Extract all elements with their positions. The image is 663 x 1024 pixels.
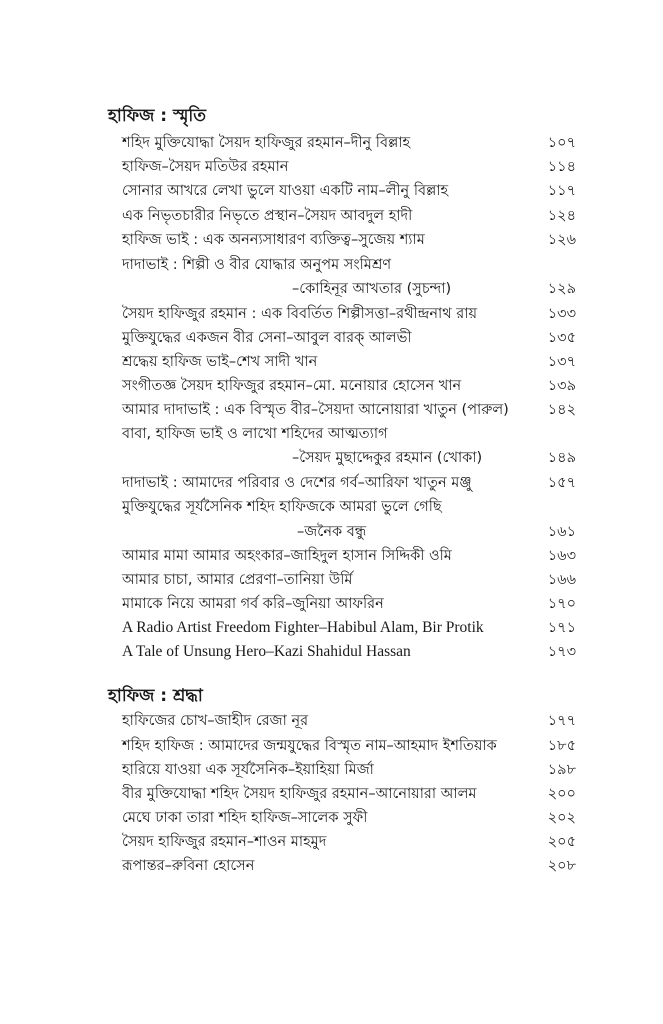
entry-title: A Radio Artist Freedom Fighter–Habibul Alam, Bir Protik (122, 619, 484, 636)
entry-page: ১০৭ (547, 135, 576, 151)
entry-page: ২০৫ (547, 834, 576, 850)
entry-title: আমার চাচা, আমার প্রেরণা–তানিয়া উর্মি (122, 572, 353, 588)
entry-page: ১৫৭ (547, 475, 576, 491)
entry-author: –কোহিনূর আখতার (সুচন্দা) (292, 281, 452, 297)
toc-entry (122, 495, 576, 519)
toc-entry-continuation (122, 520, 576, 544)
entry-page: ২০২ (547, 810, 576, 826)
toc-entry (122, 854, 576, 878)
entry-title: হারিয়ে যাওয়া এক সূর্যসৈনিক–ইয়াহিয়া মির্জা (122, 762, 374, 778)
entry-page: ১৭০ (547, 596, 576, 612)
entry-title: সোনার আখরে লেখা ভুলে যাওয়া একটি নাম–লীনু বিল্লাহ (122, 183, 449, 199)
entry-title: বীর মুক্তিযোদ্ধা শহিদ সৈয়দ হাফিজুর রহমান–আনোয়ারা আলম (122, 786, 477, 802)
entry-page: ১৩৭ (547, 354, 576, 370)
entry-title: শহিদ হাফিজ : আমাদের জন্মযুদ্ধের বিস্মৃত নাম–আহমাদ ইশতিয়াক (122, 738, 497, 754)
toc-entry (122, 374, 576, 398)
entry-title: এক নিভৃতচারীর নিভৃতে প্রস্থান–সৈয়দ আবদুল হাদী (122, 208, 413, 224)
toc-entry (122, 179, 576, 203)
toc-entry (122, 398, 576, 422)
entry-page: ১৮৫ (547, 738, 576, 754)
entry-page: ১৪৯ (547, 450, 576, 466)
entry-author: –সৈয়দ মুছাদ্দেকুর রহমান (খোকা) (292, 450, 483, 466)
toc-entry (122, 326, 576, 350)
toc-entry (122, 253, 576, 277)
entry-title: শ্রদ্ধেয় হাফিজ ভাই–শেখ সাদী খান (122, 354, 318, 370)
toc-entry (122, 640, 576, 664)
toc-entry (122, 709, 576, 733)
section-heading-shraddha: হাফিজ : শ্রদ্ধা (108, 686, 203, 706)
toc-entry (122, 544, 576, 568)
toc-entry (122, 592, 576, 616)
entry-title: সৈয়দ হাফিজুর রহমান : এক বিবর্তিত শিল্পীসত্তা–রথীন্দ্রনাথ রায় (122, 306, 477, 322)
entry-page: ১৩৩ (547, 306, 576, 322)
entry-title: আমার দাদাভাই : এক বিস্মৃত বীর–সৈয়দা আনোয়ারা খাতুন (পারুল) (122, 402, 509, 418)
entry-title: A Tale of Unsung Hero–Kazi Shahidul Hassan (122, 643, 411, 660)
entry-title: রূপান্তর–রুবিনা হোসেন (122, 858, 255, 874)
entry-title: সংগীতজ্ঞ সৈয়দ হাফিজুর রহমান–মো. মনোয়ার হোসেন খান (122, 378, 462, 394)
toc-entry-continuation (122, 446, 576, 470)
entry-title: আমার মামা আমার অহংকার–জাহিদুল হাসান সিদ্দিকী ওমি (122, 548, 452, 564)
entry-page: ১৭১ (547, 620, 576, 636)
entry-title: হাফিজের চোখ–জাহীদ রেজা নূর (122, 713, 309, 729)
entry-page: ১৭৭ (547, 713, 576, 729)
toc-entry (122, 734, 576, 758)
toc-entry (122, 228, 576, 252)
toc-entry (122, 131, 576, 155)
toc-entry (122, 830, 576, 854)
entry-page: ১২৯ (547, 281, 576, 297)
toc-entry (122, 806, 576, 830)
entry-title: মামাকে নিয়ে আমরা গর্ব করি–জুনিয়া আফরিন (122, 596, 384, 612)
toc-entry (122, 302, 576, 326)
toc-entry (122, 422, 576, 446)
toc-entry (122, 350, 576, 374)
entry-page: ১৬১ (547, 524, 576, 540)
entry-title: বাবা, হাফিজ ভাই ও লাখো শহিদের আত্মত্যাগ (122, 426, 388, 442)
entry-page: ১৭৩ (547, 644, 576, 660)
toc-entry-continuation (122, 277, 576, 301)
entry-title: হাফিজ ভাই : এক অনন্যসাধারণ ব্যক্তিত্ব–সুজেয় শ্যাম (122, 232, 425, 248)
entry-title: দাদাভাই : শিল্পী ও বীর যোদ্ধার অনুপম সংমিশ্রণ (122, 257, 392, 273)
entry-author: –জনৈক বন্ধু (297, 524, 367, 540)
entry-page: ১৪২ (547, 402, 576, 418)
entry-page: ১২৪ (547, 208, 576, 224)
entry-page: ১১৪ (547, 159, 576, 175)
toc-entry (122, 155, 576, 179)
toc-entry (122, 782, 576, 806)
entry-page: ১৩৫ (547, 330, 576, 346)
entry-page: ২০০ (547, 786, 576, 802)
entry-page: ২০৮ (547, 858, 576, 874)
entry-title: মুক্তিযুদ্ধের সূর্যসৈনিক শহিদ হাফিজকে আমরা ভুলে গেছি (122, 499, 442, 515)
entry-page: ১৬৩ (547, 548, 576, 564)
entry-title: শহিদ মুক্তিযোদ্ধা সৈয়দ হাফিজুর রহমান–দীনু বিল্লাহ (122, 135, 411, 151)
entry-page: ১৯৮ (547, 762, 576, 778)
toc-entry (122, 471, 576, 495)
section-heading-smriti: হাফিজ : স্মৃতি (108, 106, 207, 126)
toc-entry (122, 616, 576, 640)
entry-page: ১৩৯ (547, 378, 576, 394)
entry-title: দাদাভাই : আমাদের পরিবার ও দেশের গর্ব–আরিফা খাতুন মঞ্জু (122, 475, 472, 491)
entry-page: ১১৭ (547, 183, 576, 199)
entry-title: হাফিজ–সৈয়দ মতিউর রহমান (122, 159, 289, 175)
entry-page: ১৬৬ (547, 572, 576, 588)
toc-entry (122, 204, 576, 228)
entry-title: মুক্তিযুদ্ধের একজন বীর সেনা–আবুল বারক্ আলভী (122, 330, 412, 346)
entry-title: মেঘে ঢাকা তারা শহিদ হাফিজ–সালেক সুফী (122, 810, 368, 826)
entry-page: ১২৬ (547, 232, 576, 248)
toc-entry (122, 758, 576, 782)
entry-title: সৈয়দ হাফিজুর রহমান–শাওন মাহমুদ (122, 834, 327, 850)
toc-entry (122, 568, 576, 592)
